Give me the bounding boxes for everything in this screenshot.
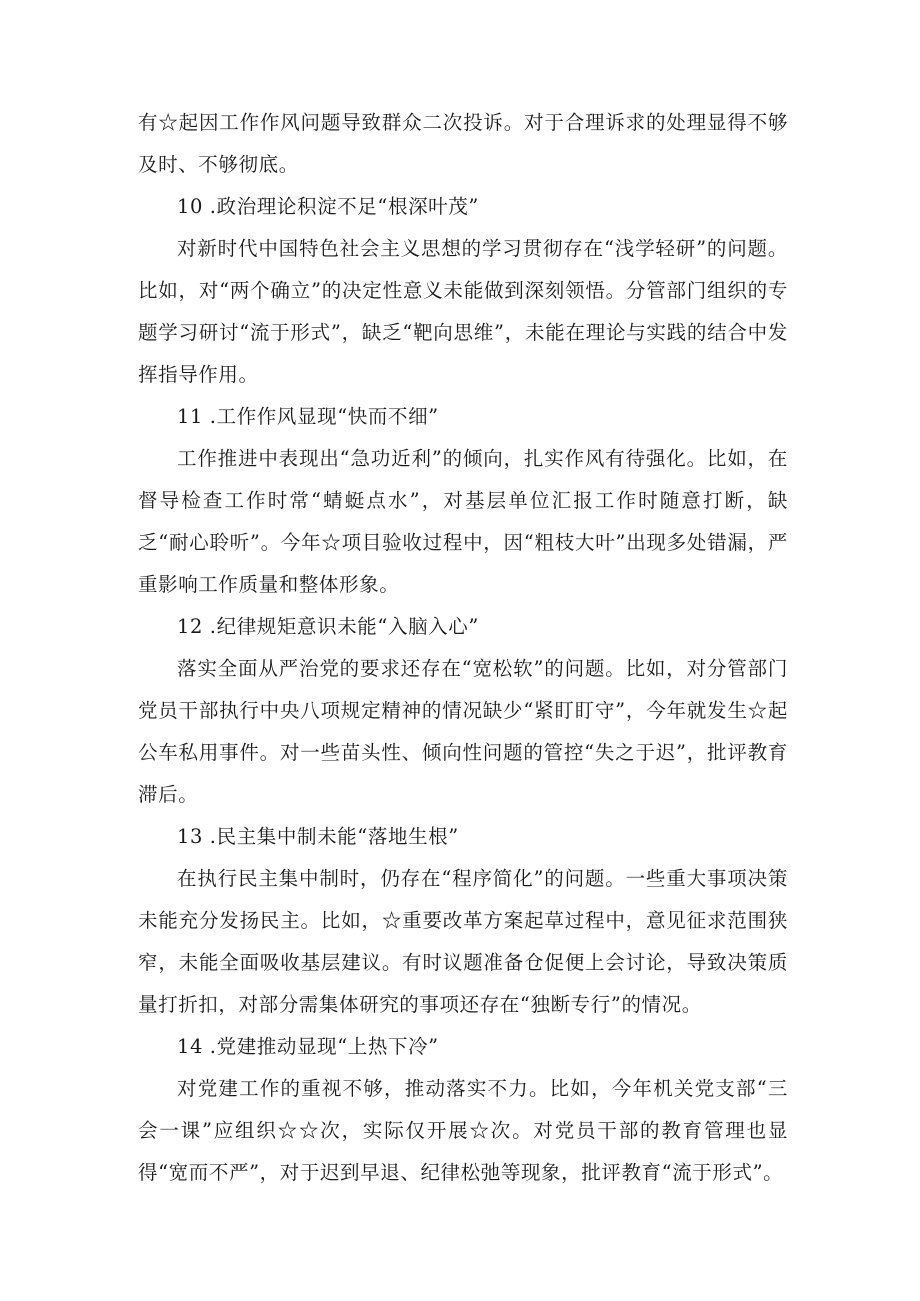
section-paragraph-11: 工作推进中表现出“急功近利”的倾向，扎实作风有待强化。比如，在督导检查工作时常“蜻蜓点水”，对基层单位汇报工作时随意打断，缺乏“耐心聆听”。今年☆项目验收过程中，因“粗枝大叶”出现多处错漏，严重影响工作质量和整体形象。 xyxy=(138,447,788,596)
section-paragraph-10: 对新时代中国特色社会主义思想的学习贯彻存在“浅学轻研”的问题。比如，对“两个确立”的决定性意义未能做到深刻领悟。分管部门组织的专题学习研讨“流于形式”，缺乏“靶向思维”，未能在理论与实践的结合中发挥指导作用。 xyxy=(138,237,788,386)
section-heading-11: 11 .工作作风显现“快而不细” xyxy=(177,405,439,428)
section-heading-14: 14 .党建推动显现“上热下冷” xyxy=(177,1035,439,1058)
document-body xyxy=(138,102,788,1194)
section-paragraph-12: 落实全面从严治党的要求还存在“宽松软”的问题。比如，对分管部门党员干部执行中央八项规定精神的情况缺少“紧盯盯守”，今年就发生☆起公车私用事件。对一些苗头性、倾向性问题的管控“失之于迟”，批评教育滞后。 xyxy=(138,657,788,806)
paragraph-continuation: 有☆起因工作作风问题导致群众二次投诉。对于合理诉求的处理显得不够及时、不够彻底。 xyxy=(138,111,788,176)
section-heading-10: 10 .政治理论积淀不足“根深叶茂” xyxy=(177,195,479,218)
section-paragraph-14: 对党建工作的重视不够，推动落实不力。比如，今年机关党支部“三会一课”应组织☆☆次，实际仅开展☆次。对党员干部的教育管理也显得“宽而不严”，对于迟到早退、纪律松弛等现象，批评教育“流于形式”。 xyxy=(138,1077,788,1184)
section-paragraph-13: 在执行民主集中制时，仍存在“程序简化”的问题。一些重大事项决策未能充分发扬民主。比如，☆重要改革方案起草过程中，意见征求范围狭窄，未能全面吸收基层建议。有时议题准备仓促便上会讨论，导致决策质量打折扣，对部分需集体研究的事项还存在“独断专行”的情况。 xyxy=(138,867,788,1016)
section-heading-12: 12 .纪律规矩意识未能“入脑入心” xyxy=(177,615,479,638)
section-heading-13: 13 .民主集中制未能“落地生根” xyxy=(177,825,459,848)
